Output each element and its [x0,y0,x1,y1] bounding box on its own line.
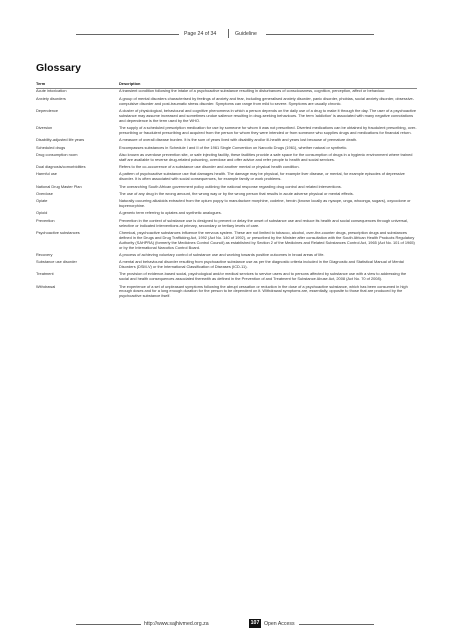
glossary-description: Also known as overdose prevention site, or safe injecting facility, these facilities provide a safe space for the consumption of drugs in a hygienic environment where trained staff are available to reverse drug-related poisoning, overdose and offer advice and refer people to health and social services. [119,151,413,162]
glossary-term: Opiate [36,198,48,204]
glossary-table [36,81,417,301]
header-rule-right [266,34,374,35]
glossary-body [36,88,417,301]
table-row [36,171,417,183]
glossary-description: The use of any drug in the wrong amount, the wrong way or by the wrong person that results in acute adverse physical or mental effects. [119,190,354,196]
table-row [36,252,417,259]
glossary-description: Refers to the co-occurrence of a substance use disorder and another mental or physical health condition. [119,164,300,169]
page-number-badge: 107 [250,620,260,626]
footer-rule-right [299,624,374,625]
header-rule-left [76,34,179,35]
table-row [36,218,417,230]
glossary-term: Overdose [36,190,53,196]
table-row [36,284,417,301]
table-row [36,210,417,217]
glossary-description: The experience of a set of unpleasant symptoms following the abrupt cessation or reduction in the dose of a psychoactive substance, which has been consumed in high enough doses and for a long enough duration for the person to be dependent on it. Withdrawal symptoms are, essentially, opposite to those that are produced by the psychoactive substance itself. [119,283,408,299]
footer-rule-left [76,624,141,625]
glossary-description: The supply of a scheduled prescription medication for use by someone for whom it was not prescribed. Diverted medications can be obtained by fraudulent prescribing, over-prescribing or fraudulent prescribing and acquired from the person for whom they were intended or from someone who supplies drugs and medications for financial return. [119,125,417,135]
glossary-term: Harmful use [36,171,57,177]
table-row [36,191,417,198]
glossary-description: The provision of evidence-based social, psychological and/or medical services to service users and to persons affected by substance use with a view to addressing the social and health consequences associated therewith as defined in the Prevention of and Treatment for Substance Abuse Act, 2008 (Act No. 70 of 2008). [119,271,407,282]
table-row [36,152,417,164]
page-title: Glossary [36,62,81,74]
glossary-description: A mental and behavioural disorder resulting from psychoactive substance use as per the diagnostic criteria included in the Diagnostic and Statistical Manual of Mental Disorders (DSM-V) or the International Classification of Diseases (ICD-11). [119,259,404,270]
page-counter: Page 24 of 34 [184,31,217,37]
glossary-description: A group of mental disorders characterised by feelings of anxiety and fear, including generalised anxiety disorder, panic disorder, phobias, social anxiety disorder, obsessive-compulsive disorder and post-traumatic stress disorder. Symptoms can range from mild to severe. Symptoms are usually chronic. [119,95,414,106]
glossary-description: The overarching South African government policy outlining the national response regarding drug control and related interventions. [119,183,342,189]
glossary-term: Anxiety disorders [36,95,66,101]
glossary-term: Substance use disorder [36,259,77,265]
glossary-term: Opioid [36,210,48,216]
glossary-term: Prevention [36,217,55,223]
table-row [36,230,417,252]
glossary-term: Disability-adjusted life years [36,137,85,143]
section-label: Guideline [235,31,257,37]
header-separator [228,29,229,38]
glossary-term: Treatment [36,271,54,277]
glossary-term: Psychoactive substances [36,229,80,235]
glossary-description: A measure of overall disease burden. It is the sum of years lived with disability and/or ill-health and years lost because of premature death. [119,137,358,143]
glossary-term: Dependence [36,107,59,113]
glossary-description: Naturally occurring alkaloids extracted from the opium poppy to manufacture morphine, codeine, heroin (known locally as nyaope, unga, whoonga, sugars), oxycodone or buprenorphine. [119,198,411,208]
table-row [36,88,417,96]
column-header-term: Term [36,81,119,88]
journal-url[interactable]: http://www.sajhivmed.org.za [144,621,209,627]
glossary-term: Drug consumption room [36,151,78,157]
glossary-term: Acute intoxication [36,88,67,94]
table-row [36,137,417,144]
table-row [36,198,417,210]
table-row [36,125,417,137]
page-footer [0,619,453,629]
glossary-term: Scheduled drugs [36,144,66,150]
glossary-term: Recovery [36,251,53,257]
glossary-description: A pattern of psychoactive substance use that damages health. The damage may be physical, for example liver disease, or mental, for example episodes of depressive disorder. It is often associated with social consequences, for example family or work problems. [119,171,405,182]
glossary-description: A cluster of physiological, behavioural and cognitive phenomena in which a person depends on the daily use of a drug to make it through the day. The user of a psychoactive substance may assume increased and sometimes undue salience resulting in drug-seeking behaviours. The term 'addiction' is associated with many negative connotations and dependence is the term used by the WHO. [119,107,417,123]
table-row [36,259,417,271]
glossary-description: A generic term referring to opiates and synthetic analogues. [119,210,222,216]
glossary-term: Withdrawal [36,283,56,289]
glossary-term: Dual diagnosis/comorbidities [36,164,86,169]
table-row [36,108,417,125]
page-header [0,29,453,39]
open-access-label: Open Access [264,621,295,627]
glossary-term: National Drug Master Plan [36,183,82,189]
glossary-description: Encompasses substances in Schedule I and II of the 1961 Single Convention on Narcotic Drugs (1961), whether natural or synthetic. [119,144,348,150]
table-header-row [36,81,417,88]
glossary-description: Chemical, psychoactive substances influence the nervous system. These are not limited to tobacco, alcohol, over-the-counter drugs, prescription drugs and substances defined in the Drugs and Drug Trafficking Act, 1992 (Act No. 140 of 1992), or prescribed by the Minister after consultation with the South African Health Products Regulatory Authority (SAHPRA) (formerly the Medicines Control Council) as established by Section 2 of the Medicines and Related Substances Control Act, 1965 (Act No. 101 of 1965) or by the International Narcotics Control Board. [119,229,415,250]
table-row [36,145,417,152]
table-row [36,184,417,191]
glossary-term: Diversion [36,125,53,130]
column-header-description: Description [119,81,417,88]
glossary-description: Prevention in the context of substance use is designed to prevent or delay the onset of substance use and reduce its health and social consequences through universal, selective or indicated interventions at primary, secondary or tertiary levels of care. [119,217,408,228]
table-row [36,96,417,108]
glossary-description: A transient condition following the intake of a psychoactive substance resulting in disturbances of consciousness, cognition, perception, affect or behaviour. [119,88,386,94]
table-row [36,164,417,171]
table-row [36,271,417,283]
glossary-description: A process of achieving voluntary control of substance use and working towards positive outcomes in broad areas of life. [119,251,325,257]
